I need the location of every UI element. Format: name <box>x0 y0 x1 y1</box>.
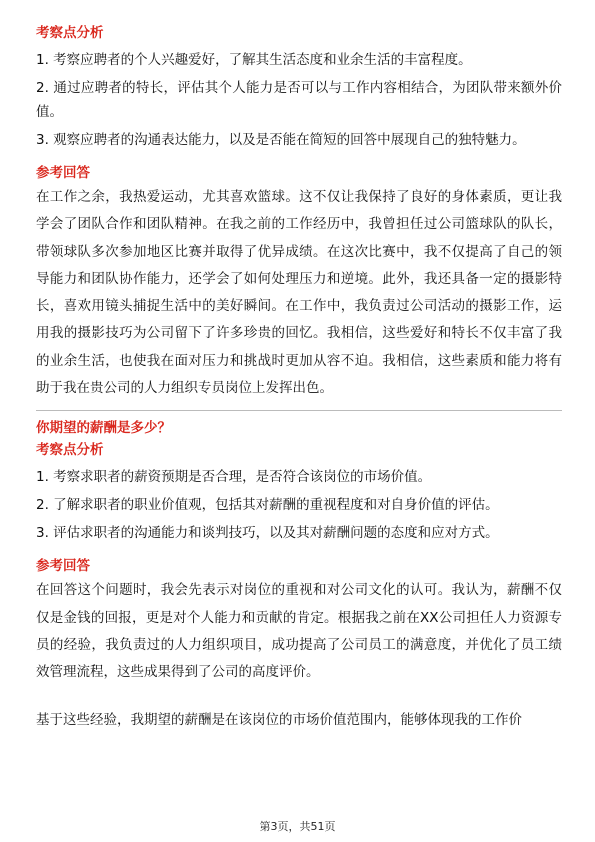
analysis-item-1-2: 2. 通过应聘者的特长，评估其个人能力是否可以与工作内容相结合，为团队带来额外价值。 <box>36 80 562 120</box>
analysis-item-2-3: 3. 评估求职者的沟通能力和谈判技巧，以及其对薪酬问题的态度和应对方式。 <box>36 525 499 542</box>
answer-heading-1: 参考回答 <box>36 165 90 181</box>
question-title-2: 你期望的薪酬是多少？ <box>36 420 171 437</box>
page-number: 第3页，共51页 <box>259 820 336 833</box>
page-content <box>36 22 562 734</box>
analysis-item-2-2: 2. 了解求职者的职业价值观，包括其对薪酬的重视程度和对自身价值的评估。 <box>36 497 499 514</box>
answer-text-2: 在回答这个问题时，我会先表示对岗位的重视和对公司文化的认可。我认为，薪酬不仅仅是金钱的回报，更是对个人能力和贡献的肯定。根据我之前在XX公司担任人力资源专员的经验，我负责过的人力组织项目，成功提高了公司员工的满意度，并优化了员工绩效管理流程，这些成果得到了公司的高度评价。 <box>36 582 562 681</box>
analysis-item-1-3: 3. 观察应聘者的沟通表达能力，以及是否能在简短的回答中展现自己的独特魅力。 <box>36 132 526 148</box>
answer-text-1: 在工作之余，我热爱运动，尤其喜欢篮球。这不仅让我保持了良好的身体素质，更让我学会了团队合作和团队精神。在我之前的工作经历中，我曾担任过公司篮球队的队长，带领球队多次参加地区比赛并取得了优异成绩。在这次比赛中，我不仅提高了自己的领导能力和团队协作能力，还学会了如何处理压力和逆境。此外，我还具备一定的摄影特长，喜欢用镜头捕捉生活中的美好瞬间。在工作中，我负责过公司活动的摄影工作，运用我的摄影技巧为公司留下了许多珍贵的回忆。我相信，这些爱好和特长不仅丰富了我的业余生活，也使我在面对压力和挑战时更加从容不迫。我相信，这些素质和能力将有助于我在贵公司的人力组织专员岗位上发挥出色。 <box>36 189 562 397</box>
answer-heading-2: 参考回答 <box>36 558 90 575</box>
analysis-heading-1: 考察点分析 <box>36 25 104 41</box>
section-divider <box>36 410 562 411</box>
answer-text-2-continued: 基于这些经验，我期望的薪酬是在该岗位的市场价值范围内，能够体现我的工作价 <box>36 711 522 728</box>
analysis-item-2-1: 1. 考察求职者的薪资预期是否合理，是否符合该岗位的市场价值。 <box>36 469 432 486</box>
analysis-heading-2: 考察点分析 <box>36 442 104 459</box>
analysis-item-1-1: 1. 考察应聘者的个人兴趣爱好，了解其生活态度和业余生活的丰富程度。 <box>36 52 472 68</box>
